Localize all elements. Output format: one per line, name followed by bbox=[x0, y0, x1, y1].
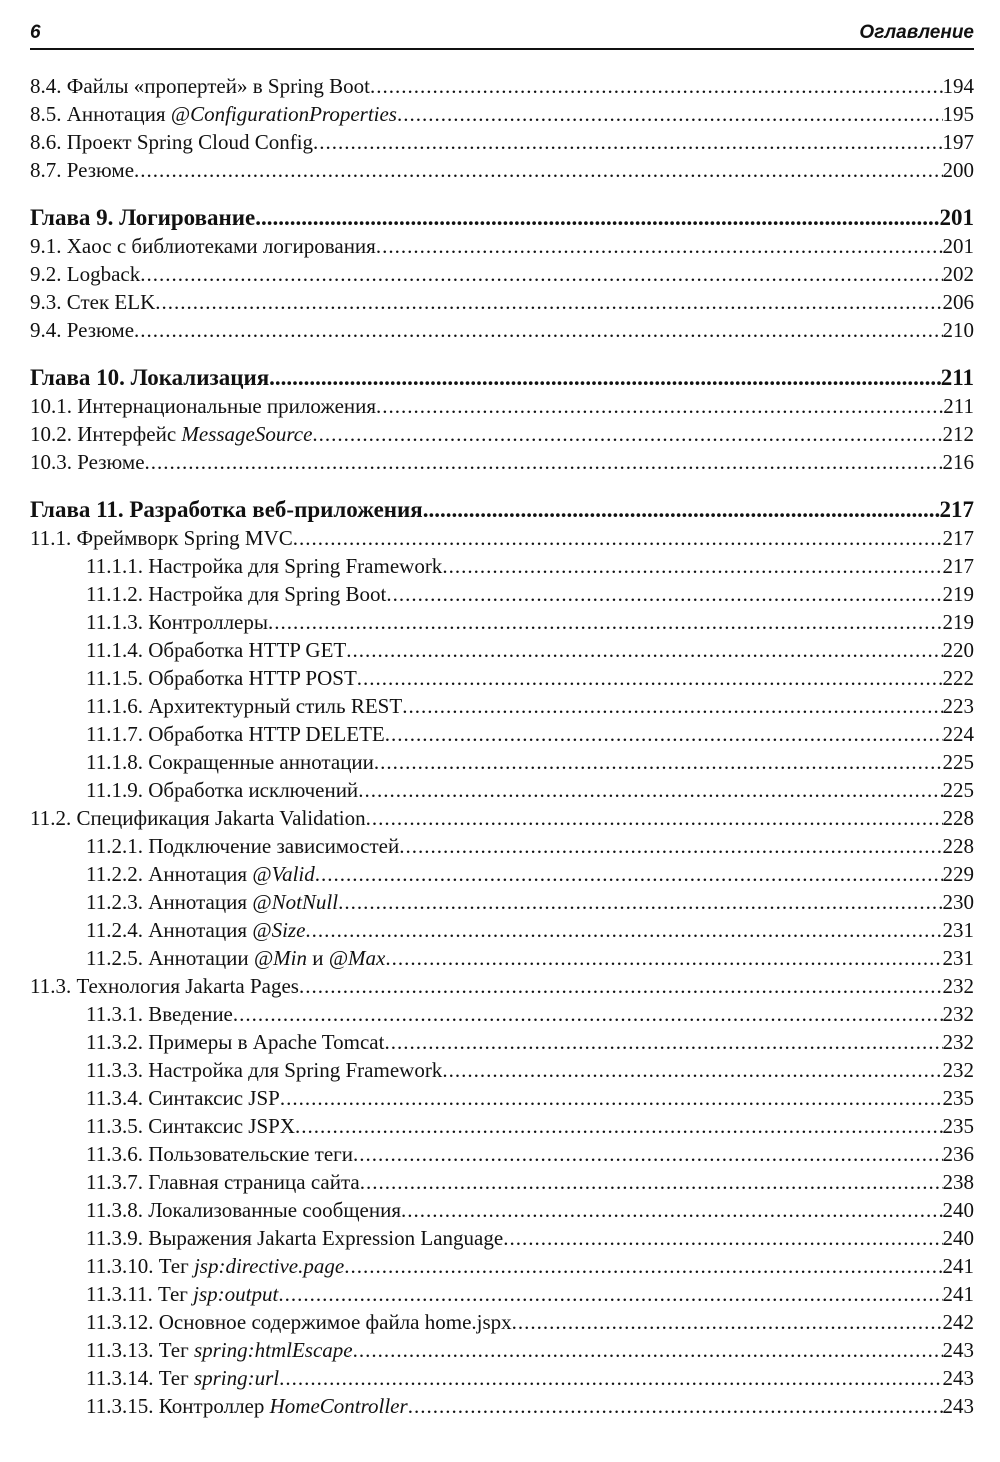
toc-entry-number: Глава 11. bbox=[30, 497, 124, 522]
dot-leader bbox=[366, 804, 943, 832]
dot-leader bbox=[374, 748, 943, 776]
page-header bbox=[30, 18, 974, 50]
toc-entry-text: Примеры в Apache Tomcat bbox=[148, 1030, 385, 1054]
toc-entry-number: 11.3.9. bbox=[86, 1226, 143, 1250]
toc-entry bbox=[30, 72, 974, 100]
toc-entry bbox=[30, 288, 974, 316]
dot-leader bbox=[295, 1112, 943, 1140]
dot-leader bbox=[280, 1084, 943, 1112]
toc-entry-title bbox=[30, 232, 376, 260]
toc-entry-number: 8.5. bbox=[30, 102, 62, 126]
toc-entry-code: jsp:output bbox=[193, 1282, 279, 1306]
dot-leader bbox=[269, 364, 941, 392]
toc-entry-number: 11.1.9. bbox=[86, 778, 143, 802]
toc-entry bbox=[30, 1196, 974, 1224]
toc-entry-text: Тег bbox=[158, 1254, 194, 1278]
toc-entry-text: Разработка веб-приложения bbox=[129, 497, 423, 522]
toc-entry bbox=[30, 1000, 974, 1028]
toc-entry-number: 11.3.4. bbox=[86, 1086, 143, 1110]
toc-entry-title bbox=[86, 1196, 401, 1224]
toc-entry-text: Введение bbox=[148, 1002, 233, 1026]
toc-page-number: 229 bbox=[942, 862, 974, 886]
dot-leader bbox=[408, 1392, 943, 1420]
toc-entry-number: 11.2. bbox=[30, 806, 72, 830]
toc-page-number: 232 bbox=[942, 1030, 974, 1054]
toc-entry-title bbox=[86, 692, 402, 720]
toc-page-number: 240 bbox=[942, 1198, 974, 1222]
dot-leader bbox=[312, 420, 942, 448]
toc-entry-number: 11.2.2. bbox=[86, 862, 143, 886]
toc-entry-title bbox=[30, 392, 376, 420]
dot-leader bbox=[442, 552, 942, 580]
toc-entry-number: 11.1. bbox=[30, 526, 72, 550]
toc-entry bbox=[30, 832, 974, 860]
toc-entry bbox=[30, 1028, 974, 1056]
toc-entry-title bbox=[30, 72, 370, 100]
toc-entry-text: Интерфейс bbox=[77, 422, 182, 446]
toc-chapter-entry bbox=[30, 496, 974, 524]
toc-entry bbox=[30, 1224, 974, 1252]
toc-entry-number: 11.3.13. bbox=[86, 1338, 154, 1362]
toc-entry-number: 11.3.6. bbox=[86, 1142, 143, 1166]
toc-entry-code: jsp:directive.page bbox=[193, 1254, 345, 1278]
toc-entry-number: 11.3.2. bbox=[86, 1030, 143, 1054]
dot-leader bbox=[145, 448, 943, 476]
toc-entry-code: spring:url bbox=[193, 1366, 280, 1390]
toc-entry bbox=[30, 1140, 974, 1168]
dot-leader bbox=[315, 860, 943, 888]
toc-page-number: 222 bbox=[942, 666, 974, 690]
page-number: 6 bbox=[30, 22, 41, 43]
dot-leader bbox=[278, 1280, 942, 1308]
toc-entry bbox=[30, 1056, 974, 1084]
toc-entry-title bbox=[86, 552, 442, 580]
dot-leader bbox=[344, 1252, 942, 1280]
toc-entry-title bbox=[86, 1364, 279, 1392]
toc-entry bbox=[30, 1308, 974, 1336]
toc-entry-title bbox=[86, 636, 346, 664]
toc-entry bbox=[30, 944, 974, 972]
toc-page-number: 243 bbox=[942, 1394, 974, 1418]
toc-entry-code: HomeController bbox=[269, 1394, 408, 1418]
toc-page-number: 219 bbox=[942, 610, 974, 634]
toc-page-number: 194 bbox=[942, 74, 974, 98]
toc-entry-title bbox=[30, 420, 312, 448]
dot-leader bbox=[140, 260, 942, 288]
dot-leader bbox=[305, 916, 942, 944]
toc-entry bbox=[30, 748, 974, 776]
toc-page-number: 238 bbox=[942, 1170, 974, 1194]
toc-entry-text: Обработка исключений bbox=[148, 778, 359, 802]
dot-leader bbox=[376, 392, 943, 420]
dot-leader bbox=[384, 1028, 942, 1056]
toc-entry-title bbox=[86, 1280, 278, 1308]
toc-entry-number: 11.1.7. bbox=[86, 722, 143, 746]
toc-entry-number: 11.3.15. bbox=[86, 1394, 154, 1418]
toc-entry-title bbox=[30, 524, 293, 552]
toc-chapter-entry bbox=[30, 364, 974, 392]
toc-entry-text: Логирование bbox=[119, 205, 256, 230]
toc-entry-number: 11.2.4. bbox=[86, 918, 143, 942]
toc-entry bbox=[30, 260, 974, 288]
toc-page-number: 201 bbox=[942, 234, 974, 258]
dot-leader bbox=[503, 1224, 942, 1252]
toc-entry-text: Синтаксис JSP bbox=[148, 1086, 280, 1110]
toc-entry-number: 11.1.5. bbox=[86, 666, 143, 690]
dot-leader bbox=[134, 156, 942, 184]
toc-page-number: 220 bbox=[942, 638, 974, 662]
toc-entry bbox=[30, 156, 974, 184]
toc-entry-title bbox=[86, 1308, 512, 1336]
toc-entry-title bbox=[86, 776, 358, 804]
toc-entry-number: Глава 10. bbox=[30, 365, 125, 390]
toc-entry-text: Выражения Jakarta Expression Language bbox=[148, 1226, 504, 1250]
dot-leader bbox=[397, 100, 943, 128]
toc-entry bbox=[30, 524, 974, 552]
toc-entry-code: @Size bbox=[252, 918, 306, 942]
toc-entry-title bbox=[86, 720, 385, 748]
toc-entry-number: 11.1.6. bbox=[86, 694, 143, 718]
toc-page-number: 230 bbox=[942, 890, 974, 914]
toc-page-number: 219 bbox=[942, 582, 974, 606]
dot-leader bbox=[423, 496, 940, 524]
dot-leader bbox=[442, 1056, 942, 1084]
dot-leader bbox=[233, 1000, 943, 1028]
toc-entry-title bbox=[30, 364, 269, 392]
toc-entry-title bbox=[86, 1140, 353, 1168]
toc-entry-text: Синтаксис JSPX bbox=[148, 1114, 295, 1138]
toc-entry-text: Обработка HTTP DELETE bbox=[148, 722, 385, 746]
toc-entry-text: Контроллер bbox=[158, 1394, 270, 1418]
toc-entry-text: и bbox=[306, 946, 329, 970]
dot-leader bbox=[385, 944, 942, 972]
toc-entry bbox=[30, 664, 974, 692]
toc-entry-number: 11.1.8. bbox=[86, 750, 143, 774]
toc-entry-text: Аннотация bbox=[148, 918, 253, 942]
toc-entry-text: Обработка HTTP GET bbox=[148, 638, 347, 662]
toc-entry-number: 9.1. bbox=[30, 234, 62, 258]
toc-entry-number: 11.1.3. bbox=[86, 610, 143, 634]
toc-page-number: 211 bbox=[943, 394, 974, 418]
toc-entry-text: Logback bbox=[66, 262, 141, 286]
toc-entry bbox=[30, 888, 974, 916]
toc-page-number: 212 bbox=[942, 422, 974, 446]
toc-entry-number: 11.3.3. bbox=[86, 1058, 143, 1082]
running-title: Оглавление bbox=[859, 22, 974, 43]
toc-entry-number: 11.1.4. bbox=[86, 638, 143, 662]
toc-entry-text: Подключение зависимостей bbox=[148, 834, 400, 858]
toc-entry bbox=[30, 804, 974, 832]
toc-page-number: 200 bbox=[942, 158, 974, 182]
toc-entry-number: 11.3.1. bbox=[86, 1002, 143, 1026]
toc-entry-text: Архитектурный стиль REST bbox=[148, 694, 403, 718]
toc-entry-title bbox=[86, 608, 268, 636]
toc-entry-title bbox=[30, 128, 313, 156]
toc-page-number: 228 bbox=[942, 834, 974, 858]
toc-entry-number: 8.6. bbox=[30, 130, 62, 154]
toc-entry bbox=[30, 692, 974, 720]
toc-entry-number: Глава 9. bbox=[30, 205, 114, 230]
toc-page-number: 216 bbox=[942, 450, 974, 474]
toc-page-number: 202 bbox=[942, 262, 974, 286]
toc-page-number: 242 bbox=[942, 1310, 974, 1334]
toc-entry-number: 11.2.1. bbox=[86, 834, 143, 858]
toc-entry-text: Настройка для Spring Boot bbox=[148, 582, 387, 606]
toc-entry-text: Стек ELK bbox=[66, 290, 156, 314]
toc-entry-number: 9.4. bbox=[30, 318, 62, 342]
toc-entry bbox=[30, 1084, 974, 1112]
dot-leader bbox=[376, 232, 943, 260]
toc-entry-code: @ConfigurationProperties bbox=[170, 102, 397, 126]
toc-chapter-entry bbox=[30, 204, 974, 232]
toc-page-number: 195 bbox=[942, 102, 974, 126]
dot-leader bbox=[401, 1196, 943, 1224]
toc-entry bbox=[30, 232, 974, 260]
toc-page-number: 232 bbox=[942, 974, 974, 998]
toc-page-number: 224 bbox=[942, 722, 974, 746]
toc-page-number: 236 bbox=[942, 1142, 974, 1166]
toc-entry-title bbox=[30, 204, 255, 232]
toc-entry bbox=[30, 392, 974, 420]
toc-entry-title bbox=[86, 664, 357, 692]
toc-entry-number: 11.3.8. bbox=[86, 1198, 143, 1222]
toc-page-number: 223 bbox=[942, 694, 974, 718]
toc-entry-code: @Min bbox=[253, 946, 307, 970]
toc-entry-code: @Valid bbox=[252, 862, 315, 886]
toc-entry-title bbox=[30, 100, 397, 128]
dot-leader bbox=[255, 204, 939, 232]
dot-leader bbox=[386, 580, 942, 608]
toc-entry-number: 11.3. bbox=[30, 974, 72, 998]
toc-entry-text: Проект Spring Cloud Config bbox=[66, 130, 314, 154]
toc-entry-text: Настройка для Spring Framework bbox=[148, 1058, 443, 1082]
toc-page-number: 210 bbox=[942, 318, 974, 342]
toc-entry bbox=[30, 1168, 974, 1196]
toc-entry-title bbox=[30, 288, 155, 316]
toc-entry bbox=[30, 420, 974, 448]
toc-entry-text: Локализация bbox=[130, 365, 270, 390]
toc-entry-title bbox=[86, 832, 399, 860]
toc-entry-title bbox=[86, 1112, 295, 1140]
toc-entry bbox=[30, 448, 974, 476]
dot-leader bbox=[360, 1168, 943, 1196]
toc-page-number: 235 bbox=[942, 1086, 974, 1110]
toc-entry-code: spring:htmlEscape bbox=[193, 1338, 353, 1362]
toc-entry-text: Резюме bbox=[66, 318, 135, 342]
toc-entry bbox=[30, 916, 974, 944]
toc-entry-number: 11.1.1. bbox=[86, 554, 143, 578]
toc-entry-number: 10.1. bbox=[30, 394, 72, 418]
toc-entry-text: Фреймворк Spring MVC bbox=[76, 526, 293, 550]
toc-entry-title bbox=[30, 496, 423, 524]
dot-leader bbox=[155, 288, 942, 316]
dot-leader bbox=[385, 720, 943, 748]
toc-page-number: 240 bbox=[942, 1226, 974, 1250]
toc-page-number: 232 bbox=[942, 1002, 974, 1026]
dot-leader bbox=[346, 636, 942, 664]
toc-entry-title bbox=[30, 448, 145, 476]
toc-entry-title bbox=[86, 1084, 280, 1112]
toc-entry-number: 11.2.5. bbox=[86, 946, 143, 970]
toc-entry-number: 11.3.5. bbox=[86, 1114, 143, 1138]
toc-entry-title bbox=[86, 1336, 353, 1364]
toc-entry-code: @NotNull bbox=[252, 890, 339, 914]
dot-leader bbox=[402, 692, 942, 720]
dot-leader bbox=[353, 1336, 943, 1364]
toc-page-number: 197 bbox=[942, 130, 974, 154]
toc-entry-text: Тег bbox=[158, 1338, 194, 1362]
toc-entry-title bbox=[30, 972, 299, 1000]
toc-entry-text: Обработка HTTP POST bbox=[148, 666, 357, 690]
toc-page-number: 201 bbox=[939, 205, 974, 230]
toc-entry-title bbox=[30, 260, 140, 288]
toc-entry-text: Спецификация Jakarta Validation bbox=[76, 806, 366, 830]
toc-entry-number: 10.2. bbox=[30, 422, 72, 446]
toc-entry bbox=[30, 636, 974, 664]
dot-leader bbox=[370, 72, 942, 100]
dot-leader bbox=[512, 1308, 943, 1336]
dot-leader bbox=[299, 972, 943, 1000]
toc-entry-code: MessageSource bbox=[181, 422, 313, 446]
toc-entry bbox=[30, 316, 974, 344]
toc-page-number: 225 bbox=[942, 778, 974, 802]
toc-entry-title bbox=[86, 1056, 442, 1084]
toc-entry bbox=[30, 552, 974, 580]
toc-entry-text: Резюме bbox=[77, 450, 145, 474]
toc-page-number: 231 bbox=[942, 918, 974, 942]
toc-entry-title bbox=[86, 1028, 384, 1056]
dot-leader bbox=[134, 316, 942, 344]
toc-page-number: 211 bbox=[940, 365, 974, 390]
toc-entry-text: Резюме bbox=[66, 158, 135, 182]
toc-entry bbox=[30, 1336, 974, 1364]
toc-entry-text: Интернациональные приложения bbox=[77, 394, 377, 418]
toc-entry-title bbox=[30, 804, 366, 832]
toc-entry-text: Пользовательские теги bbox=[148, 1142, 354, 1166]
toc-entry-text: Аннотации bbox=[148, 946, 254, 970]
toc-entry-text: Локализованные сообщения bbox=[148, 1198, 401, 1222]
toc-entry-text: Сокращенные аннотации bbox=[148, 750, 374, 774]
toc-entry-title bbox=[86, 888, 338, 916]
dot-leader bbox=[338, 888, 942, 916]
toc-entry-text: Настройка для Spring Framework bbox=[148, 554, 443, 578]
dot-leader bbox=[353, 1140, 942, 1168]
toc-entry-number: 8.7. bbox=[30, 158, 62, 182]
toc-entry-number: 11.1.2. bbox=[86, 582, 143, 606]
toc-page-number: 231 bbox=[942, 946, 974, 970]
toc-entry-text: Технология Jakarta Pages bbox=[76, 974, 299, 998]
toc-entry bbox=[30, 860, 974, 888]
dot-leader bbox=[313, 128, 942, 156]
toc-entry-title bbox=[86, 1000, 233, 1028]
dot-leader bbox=[357, 664, 943, 692]
toc-page-number: 243 bbox=[942, 1338, 974, 1362]
toc-entry bbox=[30, 972, 974, 1000]
toc-entry-title bbox=[86, 860, 315, 888]
toc-entry-text: Файлы «пропертей» в Spring Boot bbox=[66, 74, 371, 98]
toc-page-number: 206 bbox=[942, 290, 974, 314]
toc-entry bbox=[30, 100, 974, 128]
toc-entry bbox=[30, 1364, 974, 1392]
toc-page-number: 228 bbox=[942, 806, 974, 830]
toc-entry-number: 11.3.14. bbox=[86, 1366, 154, 1390]
dot-leader bbox=[268, 608, 943, 636]
toc-page-number: 225 bbox=[942, 750, 974, 774]
toc-entry-text: Хаос с библиотеками логирования bbox=[66, 234, 376, 258]
toc-entry-text: Аннотация bbox=[148, 890, 253, 914]
toc-page-number: 217 bbox=[942, 526, 974, 550]
toc-entry bbox=[30, 1112, 974, 1140]
toc-entry-text: Тег bbox=[157, 1282, 194, 1306]
toc-entry-title bbox=[86, 916, 305, 944]
toc-page-number: 243 bbox=[942, 1366, 974, 1390]
toc-entry-number: 11.2.3. bbox=[86, 890, 143, 914]
toc-entry-number: 9.3. bbox=[30, 290, 62, 314]
toc-page-number: 241 bbox=[942, 1282, 974, 1306]
toc-entry-text: Основное содержимое файла home.jspx bbox=[158, 1310, 512, 1334]
toc-page-number: 241 bbox=[942, 1254, 974, 1278]
toc-entry-number: 11.3.7. bbox=[86, 1170, 143, 1194]
toc-entry-title bbox=[86, 1168, 360, 1196]
toc-entry-text: Аннотация bbox=[148, 862, 253, 886]
dot-leader bbox=[358, 776, 942, 804]
toc-entry bbox=[30, 580, 974, 608]
table-of-contents bbox=[30, 72, 974, 1420]
toc-page-number: 217 bbox=[939, 497, 974, 522]
toc-entry bbox=[30, 720, 974, 748]
toc-entry-text: Контроллеры bbox=[148, 610, 268, 634]
toc-entry-title bbox=[86, 748, 374, 776]
toc-entry-number: 11.3.12. bbox=[86, 1310, 154, 1334]
toc-entry bbox=[30, 1252, 974, 1280]
toc-entry-number: 9.2. bbox=[30, 262, 62, 286]
toc-entry bbox=[30, 776, 974, 804]
toc-entry-number: 8.4. bbox=[30, 74, 62, 98]
toc-entry bbox=[30, 128, 974, 156]
toc-entry bbox=[30, 608, 974, 636]
toc-entry-title bbox=[30, 316, 134, 344]
toc-entry-title bbox=[86, 944, 385, 972]
toc-entry-title bbox=[86, 1224, 503, 1252]
toc-entry bbox=[30, 1392, 974, 1420]
toc-entry-number: 11.3.11. bbox=[86, 1282, 153, 1306]
dot-leader bbox=[399, 832, 942, 860]
toc-page-number: 232 bbox=[942, 1058, 974, 1082]
toc-entry-text: Тег bbox=[158, 1366, 194, 1390]
toc-entry-title bbox=[86, 1392, 408, 1420]
toc-entry-text: Главная страница сайта bbox=[148, 1170, 360, 1194]
toc-entry-number: 10.3. bbox=[30, 450, 72, 474]
toc-entry-title bbox=[86, 580, 386, 608]
toc-entry-number: 11.3.10. bbox=[86, 1254, 154, 1278]
toc-page-number: 235 bbox=[942, 1114, 974, 1138]
toc-entry-title bbox=[30, 156, 134, 184]
toc-entry-title bbox=[86, 1252, 344, 1280]
toc-entry-text: Аннотация bbox=[66, 102, 171, 126]
toc-page-number: 217 bbox=[942, 554, 974, 578]
toc-entry-code: @Max bbox=[328, 946, 386, 970]
toc-entry bbox=[30, 1280, 974, 1308]
dot-leader bbox=[279, 1364, 942, 1392]
dot-leader bbox=[293, 524, 943, 552]
